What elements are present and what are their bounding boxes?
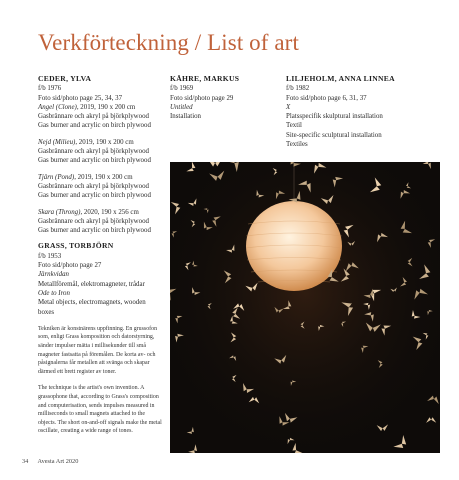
work-material-en: Metal objects, electromagnets, wooden boxes xyxy=(38,299,146,316)
work-details: , 2019, 190 x 200 cm xyxy=(74,173,133,181)
page-footer xyxy=(22,458,86,465)
artist-name-kahre: KÄHRE, MARKUS xyxy=(170,74,240,83)
work-details: , 2019, 190 x 200 cm xyxy=(76,103,136,111)
work-line: Textil xyxy=(286,122,302,130)
artist-name-grass: GRASS, TORBJÖRN xyxy=(38,241,114,251)
work-material-en: Gas burner and acrylic on birch plywood xyxy=(38,227,151,235)
artist-born-liljeholm: f/b 1982 xyxy=(286,85,310,93)
work-entry xyxy=(38,173,163,201)
artist-photos-grass: Foto sid/photo page 27 xyxy=(38,262,102,270)
work-details: , 2019, 190 x 200 cm xyxy=(75,138,134,146)
work-entry xyxy=(38,138,163,166)
artist-born-ceder: f/b 1976 xyxy=(38,85,62,93)
lantern-moths-illustration xyxy=(170,162,440,453)
work-entry xyxy=(38,208,163,236)
work-line: Platsspecifik skulptural installation xyxy=(286,113,383,121)
description-sv: Tekniken är konstnärens uppfinning. En grussofon som, enligt Grass komposition och datorstyrning, sänder impulser mätta i millisekunder till små magneter fastsatta på föremålen. De korta av- och påsignalerna får metallen att svänga och skapar därmed ett brett register av toner. xyxy=(38,325,158,375)
artist-photos-kahre: Foto sid/photo page 29 xyxy=(170,94,234,102)
artist-photos-liljeholm: Foto sid/photo page 6, 31, 37 xyxy=(286,94,367,102)
artist-column-liljeholm xyxy=(286,74,436,149)
work-title: Angel (Clone) xyxy=(38,103,77,111)
work-material-en: Gas burner and acrylic on birch plywood xyxy=(38,122,151,130)
work-title: Nejd (Milieu) xyxy=(38,138,76,146)
work-title: X xyxy=(286,103,291,111)
work-material-sv: Metallföremål, elektromagneter, trådar xyxy=(38,280,145,288)
artist-name-liljeholm: LILJEHOLM, ANNA LINNEA xyxy=(286,74,395,83)
artwork-photo xyxy=(170,162,440,453)
work-line: Site-specific sculptural installation xyxy=(286,131,382,139)
work-line: Textiles xyxy=(286,141,308,149)
artist-column-kahre xyxy=(170,74,280,121)
artist-name-ceder: CEDER, YLVA xyxy=(38,74,92,83)
work-material-sv: Gasbrännare och akryl på björkplywood xyxy=(38,217,149,225)
paper-lantern xyxy=(246,201,342,291)
work-material-en: Gas burner and acrylic on birch plywood xyxy=(38,192,151,200)
work-title-en: Ode to Iron xyxy=(38,289,70,297)
artist-born-kahre: f/b 1969 xyxy=(170,85,194,93)
artist-born-grass: f/b 1953 xyxy=(38,252,62,260)
work-title: Skara (Throng) xyxy=(38,208,81,216)
work-material-sv: Gasbrännare och akryl på björkplywood xyxy=(38,113,149,121)
work-type: Installation xyxy=(170,113,202,121)
page-number: 34 xyxy=(22,458,29,465)
artist-photos-ceder: Foto sid/photo page 25, 34, 37 xyxy=(38,94,123,102)
work-details: , 2020, 190 x 256 cm xyxy=(80,208,139,216)
publication-name: Avesta Art 2020 xyxy=(37,458,79,465)
work-title: Untitled xyxy=(170,103,193,111)
description-en: The technique is the artist's own invention. A grassophone that, according to Grass's composition and computerisation, sends impulses measured in milliseconds to small magnets attached to the objects. The short on-and-off signals make the metal oscillate, creating a wide range of tones. xyxy=(38,385,162,435)
page-title: Verkförteckning / List of art xyxy=(38,30,299,55)
work-material-sv: Gasbrännare och akryl på björkplywood xyxy=(38,182,149,190)
work-title: Tjärn (Pond) xyxy=(38,173,75,181)
work-entry xyxy=(38,103,163,131)
work-material-sv: Gasbrännare och akryl på björkplywood xyxy=(38,148,149,156)
work-material-en: Gas burner and acrylic on birch plywood xyxy=(38,157,151,165)
artist-column-ceder-grass xyxy=(38,74,163,436)
work-title: Järnkvidan xyxy=(38,271,69,279)
